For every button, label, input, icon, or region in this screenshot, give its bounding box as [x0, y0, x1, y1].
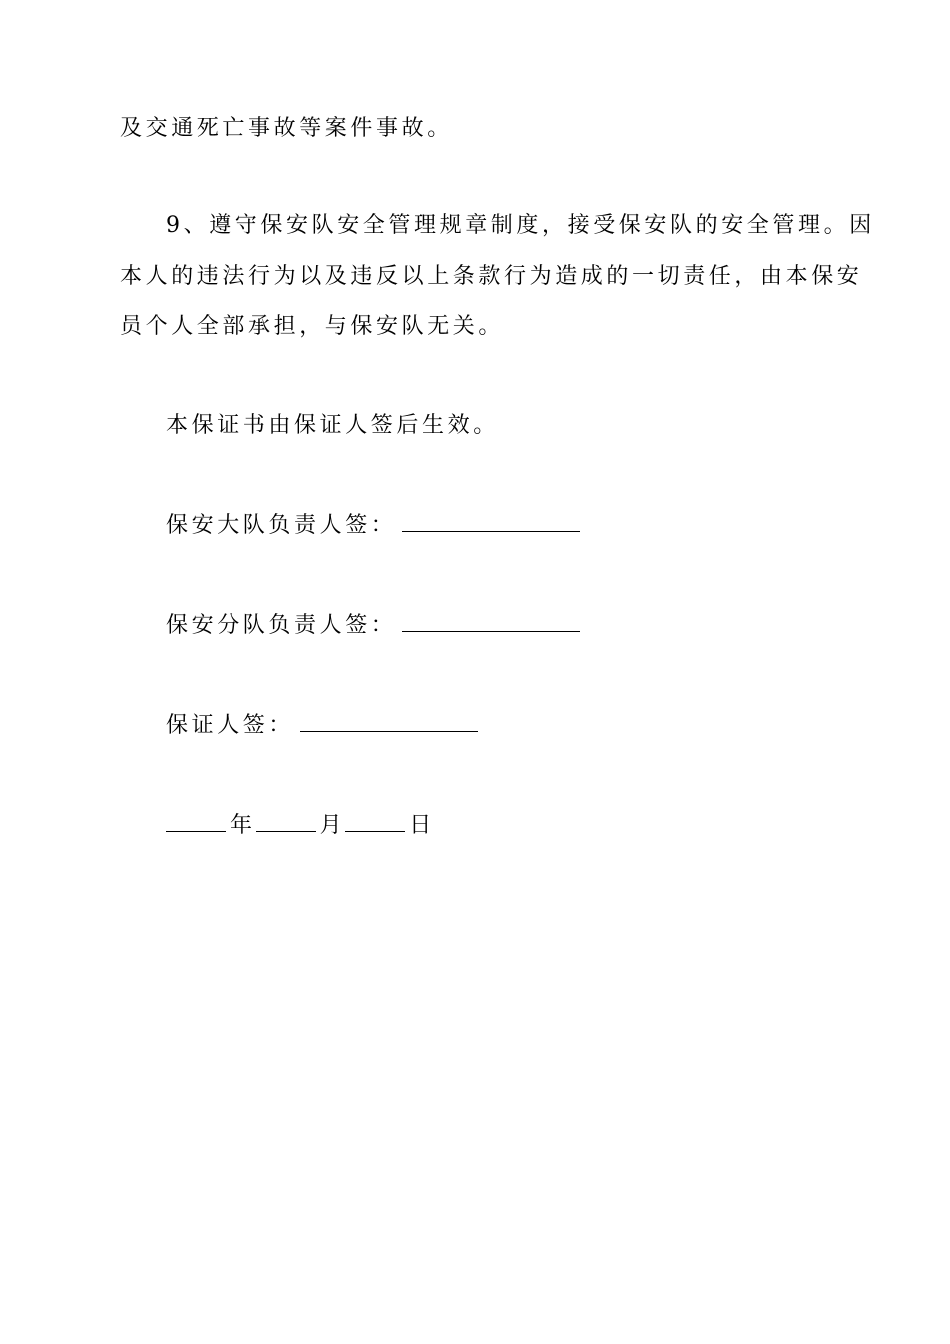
brigade-signature-label: 保安大队负责人签：	[166, 513, 397, 538]
paragraph-9-line-1: 9、遵守保安队安全管理规章制度，接受保安队的安全管理。因	[166, 213, 875, 238]
text-line: 及交通死亡事故等案件事故。	[120, 116, 453, 141]
month-label: 月	[319, 813, 346, 838]
squad-signature-blank[interactable]	[402, 611, 580, 632]
month-blank[interactable]	[256, 811, 316, 832]
year-blank[interactable]	[166, 811, 226, 832]
squad-signature-row	[166, 610, 832, 642]
guarantor-signature-blank[interactable]	[300, 711, 478, 732]
brigade-signature-row	[166, 510, 832, 542]
effective-statement: 本保证书由保证人签后生效。	[166, 413, 499, 438]
brigade-signature-blank[interactable]	[402, 511, 580, 532]
day-blank[interactable]	[345, 811, 405, 832]
date-row	[166, 810, 832, 842]
paragraph-9-line-3: 员个人全部承担，与保安队无关。	[120, 314, 505, 339]
squad-signature-label: 保安分队负责人签：	[166, 613, 397, 638]
day-label: 日	[409, 813, 435, 838]
guarantor-signature-label: 保证人签：	[166, 713, 295, 738]
guarantor-signature-row	[166, 710, 832, 742]
paragraph-9-line-2: 本人的违法行为以及违反以上条款行为造成的一切责任，由本保安	[120, 264, 863, 289]
year-label: 年	[230, 813, 256, 838]
